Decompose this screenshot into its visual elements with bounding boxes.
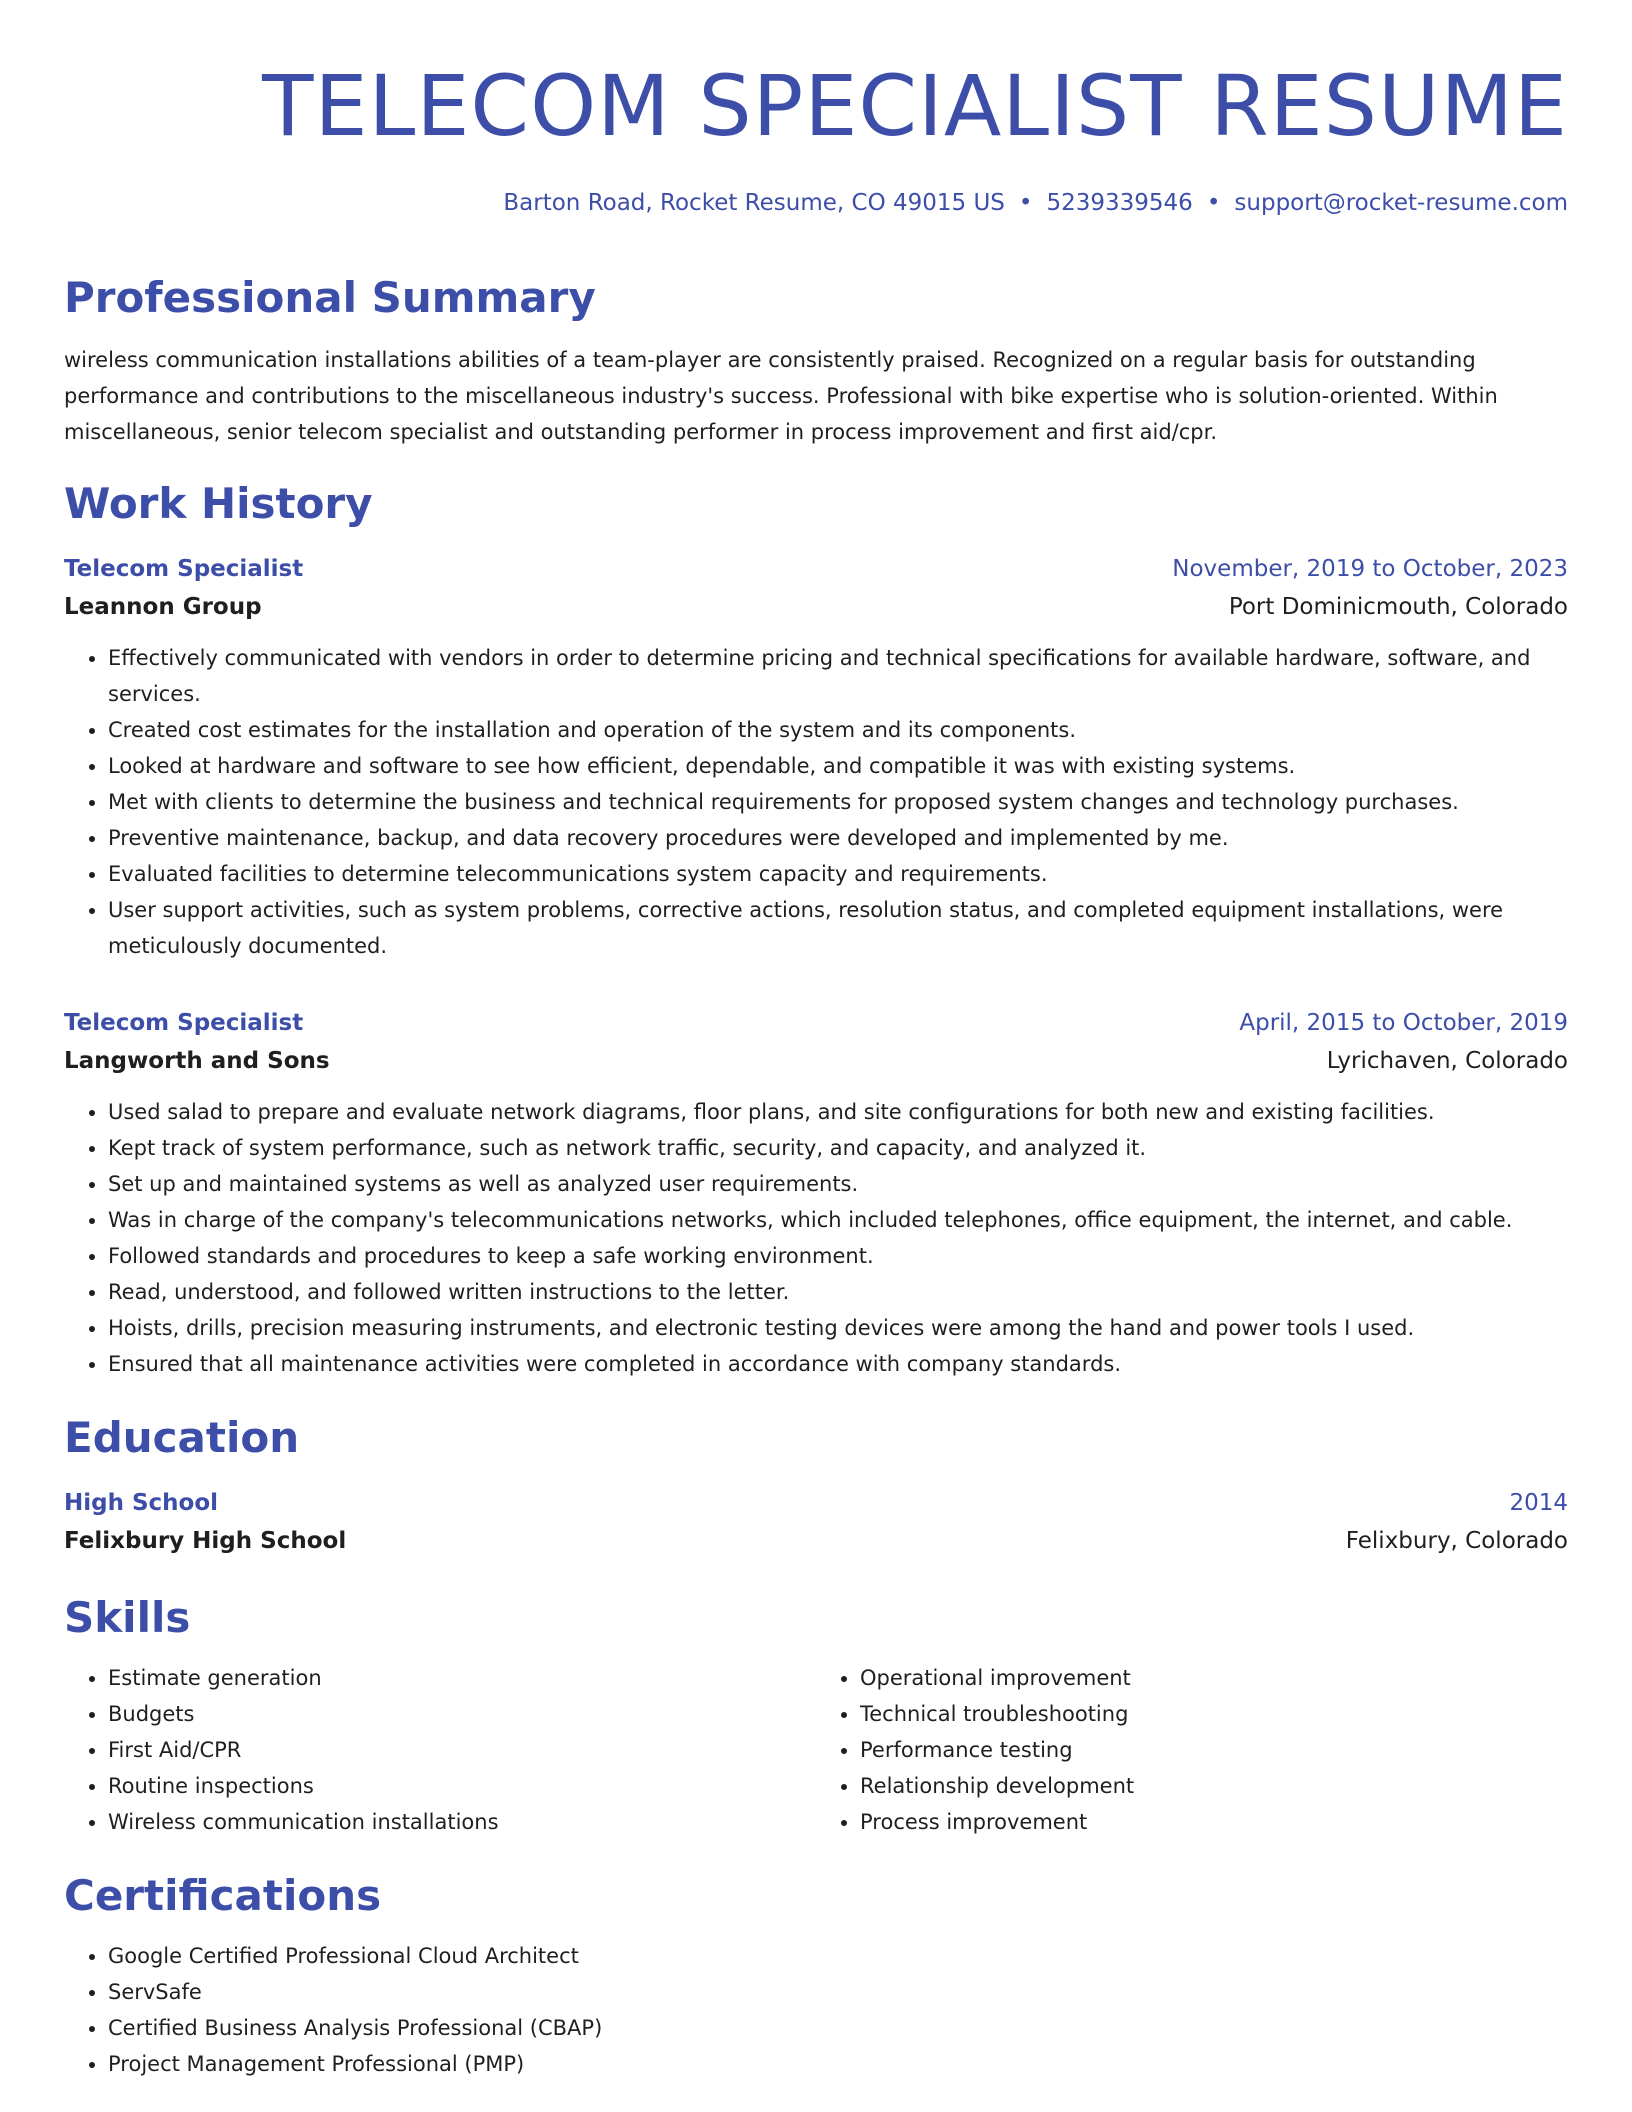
job-bullet: • Preventive maintenance, backup, and data recovery procedures were developed and implemented by me. bbox=[108, 820, 1568, 856]
certifications-list bbox=[64, 1938, 1568, 2082]
job-location: Port Dominicmouth, Colorado bbox=[1228, 594, 1568, 620]
job-company: Langworth and Sons bbox=[64, 1048, 330, 1074]
skill-item: • Operational improvement bbox=[860, 1660, 1568, 1696]
job-bullet: • Followed standards and procedures to keep a safe working environment. bbox=[108, 1238, 1568, 1274]
job-dates: November, 2019 to October, 2023 bbox=[1172, 556, 1568, 582]
skill-item: • First Aid/CPR bbox=[108, 1732, 816, 1768]
job-entry bbox=[64, 1004, 1568, 1382]
certification-item: • Project Management Professional (PMP) bbox=[108, 2046, 1568, 2082]
job-dates: April, 2015 to October, 2019 bbox=[1239, 1010, 1568, 1036]
job-role: Telecom Specialist bbox=[64, 1010, 304, 1036]
job-bullet: • Used salad to prepare and evaluate network diagrams, floor plans, and site configurations for both new and existing facilities. bbox=[108, 1094, 1568, 1130]
contact-separator: • bbox=[1018, 190, 1033, 216]
job-bullet: • Met with clients to determine the business and technical requirements for proposed system changes and technology purchases. bbox=[108, 784, 1568, 820]
skill-item: • Budgets bbox=[108, 1696, 816, 1732]
education-heading: Education bbox=[64, 1413, 300, 1462]
education-location: Felixbury, Colorado bbox=[1345, 1528, 1568, 1554]
skill-item: • Process improvement bbox=[860, 1804, 1568, 1840]
skill-item: • Estimate generation bbox=[108, 1660, 816, 1696]
skill-item: • Technical troubleshooting bbox=[860, 1696, 1568, 1732]
summary-text: wireless communication installations abilities of a team-player are consistently praised. Recognized on a regular basis for outstanding performance and contributions to the miscellaneous industry's success. Professional with bike expertise who is solution-oriented. Within miscellaneous, senior telecom specialist and outstanding performer in process improvement and first aid/cpr. bbox=[64, 348, 1498, 444]
education-school-row bbox=[64, 1522, 1568, 1560]
contact-separator: • bbox=[1206, 190, 1221, 216]
job-header-row bbox=[64, 550, 1568, 588]
job-bullet: • Read, understood, and followed written instructions to the letter. bbox=[108, 1274, 1568, 1310]
resume-title: TELECOM SPECIALIST RESUME bbox=[262, 57, 1568, 155]
education-header-row bbox=[64, 1484, 1568, 1522]
skills-grid bbox=[64, 1660, 1568, 1840]
job-bullet: • User support activities, such as system problems, corrective actions, resolution status, and completed equipment installations, were meticulously documented. bbox=[108, 892, 1568, 964]
job-bullet: • Was in charge of the company's telecommunications networks, which included telephones, office equipment, the internet, and cable. bbox=[108, 1202, 1568, 1238]
job-bullet: • Looked at hardware and software to see how efficient, dependable, and compatible it was with existing systems. bbox=[108, 748, 1568, 784]
education-degree: High School bbox=[64, 1490, 219, 1516]
contact-email[interactable]: support@rocket-resume.com bbox=[1234, 190, 1568, 216]
education-entry bbox=[64, 1484, 1568, 1560]
certification-item: • ServSafe bbox=[108, 1974, 1568, 2010]
skills-column-right bbox=[816, 1660, 1568, 1840]
job-entry bbox=[64, 550, 1568, 964]
job-bullet: • Set up and maintained systems as well as analyzed user requirements. bbox=[108, 1166, 1568, 1202]
job-company-row bbox=[64, 1042, 1568, 1080]
skill-item: • Routine inspections bbox=[108, 1768, 816, 1804]
job-company-row bbox=[64, 588, 1568, 626]
job-bullet: • Hoists, drills, precision measuring instruments, and electronic testing devices were among the hand and power tools I used. bbox=[108, 1310, 1568, 1346]
job-bullet: • Evaluated facilities to determine telecommunications system capacity and requirements. bbox=[108, 856, 1568, 892]
job-bullet: • Kept track of system performance, such as network traffic, security, and capacity, and analyzed it. bbox=[108, 1130, 1568, 1166]
job-role: Telecom Specialist bbox=[64, 556, 304, 582]
job-bullet: • Ensured that all maintenance activities were completed in accordance with company standards. bbox=[108, 1346, 1568, 1382]
contact-phone: 5239339546 bbox=[1046, 190, 1193, 216]
job-company: Leannon Group bbox=[64, 594, 262, 620]
contact-address: Barton Road, Rocket Resume, CO 49015 US bbox=[503, 190, 1005, 216]
job-location: Lyrichaven, Colorado bbox=[1326, 1048, 1568, 1074]
work-history-heading: Work History bbox=[64, 479, 373, 528]
contact-line bbox=[64, 188, 1568, 218]
certification-item: • Certified Business Analysis Professional (CBAP) bbox=[108, 2010, 1568, 2046]
skill-item: • Relationship development bbox=[860, 1768, 1568, 1804]
certifications-heading: Certifications bbox=[64, 1871, 382, 1920]
skill-item: • Performance testing bbox=[860, 1732, 1568, 1768]
certification-item: • Google Certified Professional Cloud Architect bbox=[108, 1938, 1568, 1974]
job-bullet: • Effectively communicated with vendors in order to determine pricing and technical specifications for available hardware, software, and services. bbox=[108, 640, 1568, 712]
job-bullets bbox=[64, 640, 1568, 964]
skill-item: • Wireless communication installations bbox=[108, 1804, 816, 1840]
skills-column-left bbox=[64, 1660, 816, 1840]
skills-heading: Skills bbox=[64, 1593, 191, 1642]
job-bullets bbox=[64, 1094, 1568, 1382]
education-year: 2014 bbox=[1509, 1490, 1568, 1516]
education-school: Felixbury High School bbox=[64, 1528, 347, 1554]
job-header-row bbox=[64, 1004, 1568, 1042]
job-bullet: • Created cost estimates for the installation and operation of the system and its components. bbox=[108, 712, 1568, 748]
summary-heading: Professional Summary bbox=[64, 273, 596, 322]
